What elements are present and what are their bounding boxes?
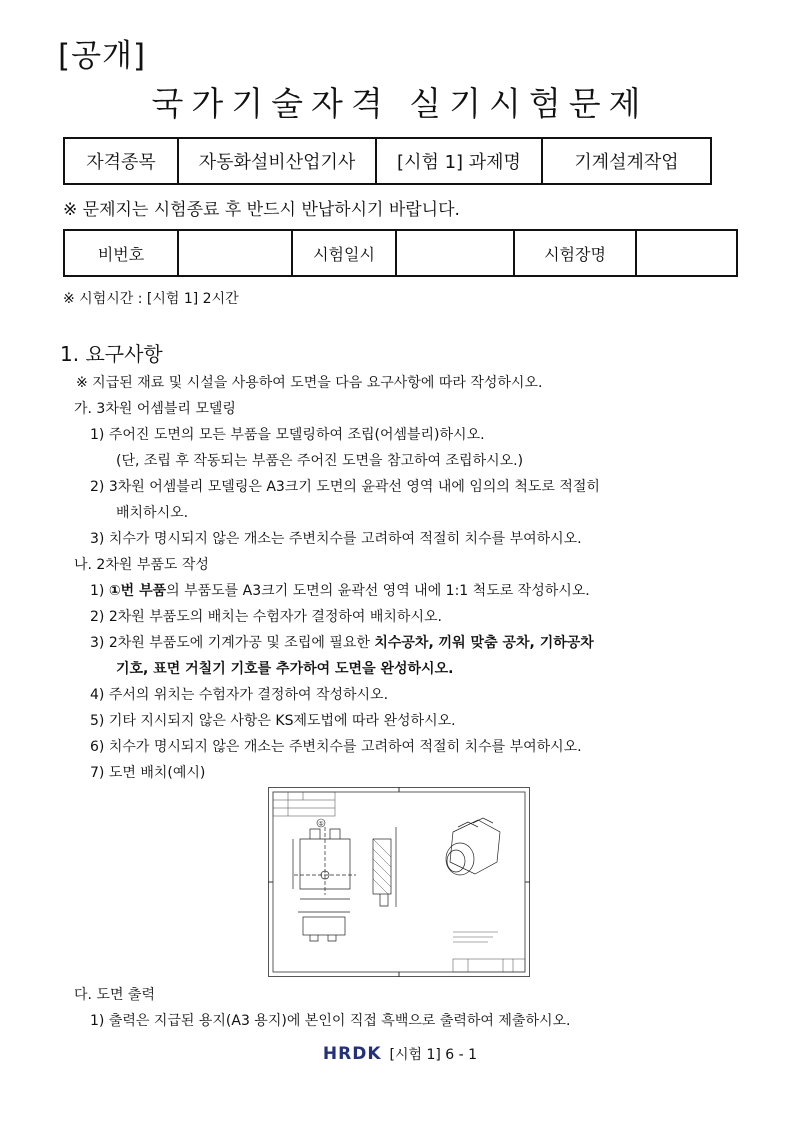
- public-tag: [공개]: [58, 38, 147, 74]
- id-value[interactable]: [178, 230, 292, 276]
- place-value[interactable]: [636, 230, 737, 276]
- page-number: [시험 1] 6 - 1: [389, 1047, 478, 1063]
- candidate-table: [63, 229, 738, 277]
- list-item: 1) 출력은 지급된 용지(A3 용지)에 본인이 직접 흑백으로 출력하여 제출하시오.: [90, 1013, 571, 1029]
- date-value[interactable]: [396, 230, 514, 276]
- list-item: 4) 주서의 위치는 수험자가 결정하여 작성하시오.: [90, 687, 389, 703]
- qualification-table: [63, 137, 712, 185]
- list-item: [90, 632, 594, 652]
- id-label: 비번호: [64, 230, 178, 276]
- tolerance-emphasis: 치수공차, 끼워 맞춤 공차, 기하공차: [374, 635, 594, 651]
- footer: [0, 1044, 800, 1064]
- item-text: 3) 2차원 부품도에 기계가공 및 조립에 필요한: [90, 635, 375, 651]
- place-label: 시험장명: [514, 230, 636, 276]
- document-title: 국가기술자격 실기시험문제: [151, 84, 649, 123]
- list-item: 3) 치수가 명시되지 않은 개소는 주변치수를 고려하여 적절히 치수를 부여하시오.: [90, 531, 582, 547]
- list-item: 2) 2차원 부품도의 배치는 수험자가 결정하여 배치하시오.: [90, 609, 442, 625]
- subsection-a-title: 가. 3차원 어셈블리 모델링: [74, 401, 236, 417]
- list-item-continued: 기호, 표면 거칠기 기호를 추가하여 도면을 완성하시오.: [116, 661, 454, 677]
- task-value: 기계설계작업: [542, 138, 711, 184]
- subsection-c-title: 다. 도면 출력: [74, 987, 155, 1003]
- list-item: 7) 도면 배치(예시): [90, 765, 206, 781]
- list-item-note: (단, 조립 후 작동되는 부품은 주어진 도면을 참고하여 조립하시오.): [116, 453, 524, 469]
- item-prefix: 1): [90, 583, 109, 599]
- date-label: 시험일시: [292, 230, 396, 276]
- time-notice: ※ 시험시간 : [시험 1] 2시간: [63, 291, 239, 307]
- part-emphasis: ①번 부품: [108, 583, 167, 599]
- item-text: 의 부품도를 A3크기 도면의 윤곽선 영역 내에 1:1 척도로 작성하시오.: [166, 583, 590, 599]
- field-value: 자동화설비산업기사: [178, 138, 376, 184]
- list-item: 2) 3차원 어셈블리 모델링은 A3크기 도면의 윤곽선 영역 내에 임의의 척도로 적절히: [90, 479, 600, 495]
- list-item: 6) 치수가 명시되지 않은 개소는 주변치수를 고려하여 적절히 치수를 부여하시오.: [90, 739, 582, 755]
- subsection-b-title: 나. 2차원 부품도 작성: [74, 557, 209, 573]
- field-label: 자격종목: [64, 138, 178, 184]
- list-item-continued: 배치하시오.: [116, 505, 189, 521]
- list-item: [90, 580, 590, 600]
- drawing-layout-example: [268, 787, 530, 977]
- list-item: 5) 기타 지시되지 않은 사항은 KS제도법에 따라 완성하시오.: [90, 713, 456, 729]
- section-heading: 1. 요구사항: [60, 342, 163, 366]
- exam-label: [시험 1] 과제명: [376, 138, 542, 184]
- intro-text: ※ 지급된 재료 및 시설을 사용하여 도면을 다음 요구사항에 따라 작성하시오.: [76, 375, 543, 391]
- part-number-label: ①: [318, 820, 324, 828]
- list-item: 1) 주어진 도면의 모든 부품을 모델링하여 조립(어셈블리)하시오.: [90, 427, 485, 443]
- return-notice: ※ 문제지는 시험종료 후 반드시 반납하시기 바랍니다.: [63, 200, 460, 220]
- hrdk-logo: HRDK: [322, 1044, 382, 1064]
